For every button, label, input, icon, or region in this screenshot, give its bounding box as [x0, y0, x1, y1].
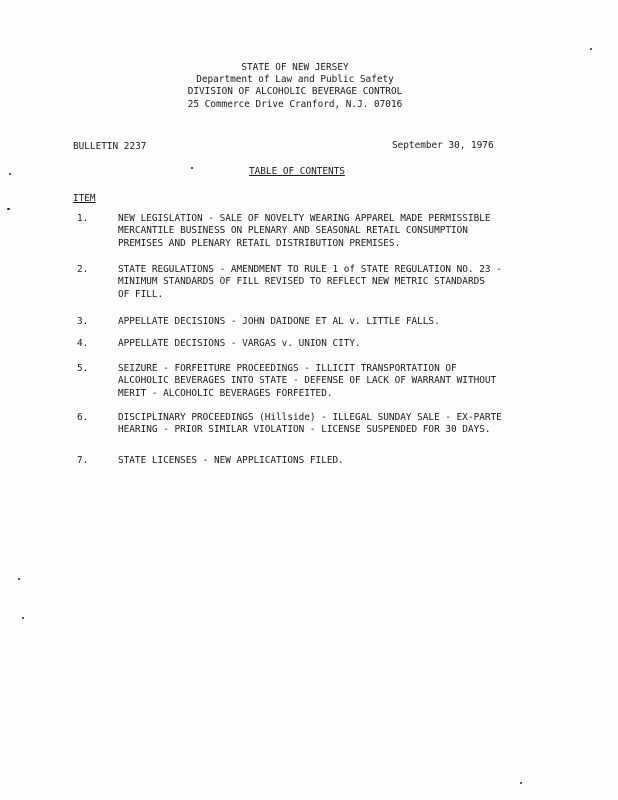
item-line: MERIT - ALCOHOLIC BEVERAGES FORFEITED.	[118, 387, 333, 399]
item-line: MINIMUM STANDARDS OF FILL REVISED TO REFLECT NEW METRIC STANDARDS	[118, 276, 485, 288]
item-line: STATE REGULATIONS - AMENDMENT TO RULE 1 of STATE REGULATION NO. 23 -	[118, 264, 502, 275]
item-line: PREMISES AND PLENARY RETAIL DISTRIBUTION PREMISES.	[118, 237, 401, 249]
letterhead	[150, 62, 440, 111]
item-text	[118, 338, 538, 350]
item-line: STATE LICENSES - NEW APPLICATIONS FILED.	[118, 455, 344, 466]
scan-speck	[7, 208, 10, 210]
item-text	[118, 412, 538, 437]
item-line: ALCOHOLIC BEVERAGES INTO STATE - DEFENSE OF LACK OF WARRANT WITHOUT	[118, 375, 497, 387]
item-number: 4.	[77, 338, 89, 349]
item-number: 2.	[77, 264, 89, 275]
item-line: MERCANTILE BUSINESS ON PLENARY AND SEASONAL RETAIL CONSUMPTION	[118, 225, 468, 237]
scan-speck	[22, 617, 24, 619]
item-line: APPELLATE DECISIONS - VARGAS v. UNION CITY.	[118, 338, 361, 349]
item-text	[118, 455, 538, 467]
item-column-label: ITEM	[73, 193, 96, 204]
item-number: 6.	[77, 412, 89, 423]
item-number: 7.	[77, 455, 89, 466]
scan-speck	[590, 48, 592, 50]
letterhead-state: STATE OF NEW JERSEY	[241, 62, 349, 73]
item-line: OF FILL.	[118, 288, 164, 300]
bulletin-date: September 30, 1976	[392, 140, 494, 151]
item-number: 1.	[77, 213, 89, 224]
letterhead-department: Department of Law and Public Safety	[196, 74, 394, 86]
item-text	[118, 213, 538, 250]
item-text	[118, 316, 538, 328]
toc-title: TABLE OF CONTENTS	[249, 166, 345, 177]
item-text	[118, 363, 538, 400]
scan-speck	[9, 173, 11, 175]
item-number: 3.	[77, 316, 89, 327]
item-line: DISCIPLINARY PROCEEDINGS (Hillside) - ILLEGAL SUNDAY SALE - EX-PARTE	[118, 412, 502, 423]
scan-speck	[520, 782, 522, 784]
item-line: HEARING - PRIOR SIMILAR VIOLATION - LICENSE SUSPENDED FOR 30 DAYS.	[118, 424, 491, 436]
item-line: APPELLATE DECISIONS - JOHN DAIDONE ET AL v. LITTLE FALLS.	[118, 316, 440, 327]
item-line: SEIZURE - FORFEITURE PROCEEDINGS - ILLICIT TRANSPORTATION OF	[118, 363, 457, 374]
letterhead-address: 25 Commerce Drive Cranford, N.J. 07016	[187, 98, 403, 110]
item-line: NEW LEGISLATION - SALE OF NOVELTY WEARING APPAREL MADE PERMISSIBLE	[118, 213, 491, 224]
scan-speck	[18, 578, 20, 580]
item-text	[118, 264, 538, 301]
bulletin-number: BULLETIN 2237	[73, 141, 147, 152]
scan-speck	[191, 167, 193, 169]
item-number: 5.	[77, 363, 89, 374]
letterhead-division: DIVISION OF ALCOHOLIC BEVERAGE CONTROL	[187, 86, 403, 98]
